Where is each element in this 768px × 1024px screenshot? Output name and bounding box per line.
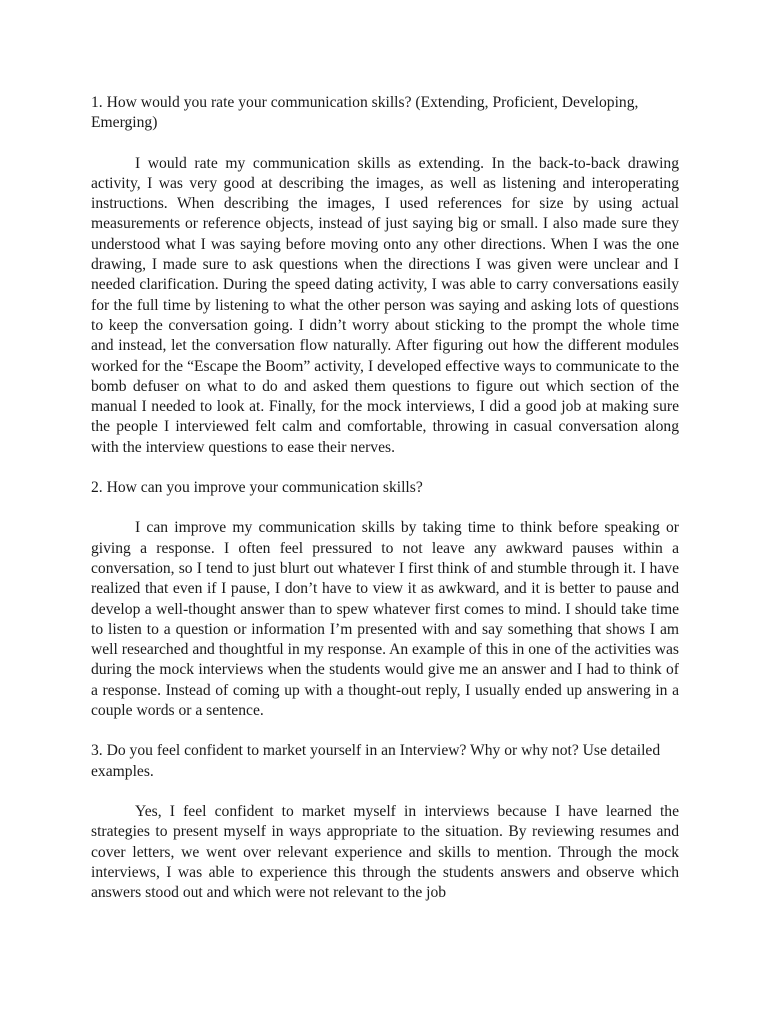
answer-3: Yes, I feel confident to market myself in interviews because I have learned the strategies to present myself in ways appropriate to the situation. By reviewing resumes and cover letters, we went over relevant experience and skills to mention. Through the mock interviews, I was able to experience this through the students answers and observe which answers stood out and which were not relevant to the job	[91, 802, 679, 902]
question-3: 3. Do you feel confident to market yourself in an Interview? Why or why not? Use detailed examples.	[91, 742, 661, 780]
answer-1: I would rate my communication skills as extending. In the back-to-back drawing activity, I was very good at describing the images, as well as listening and interoperating instructions. When describing the images, I used references for size by using actual measurements or reference objects, instead of just saying big or small. I also made sure they understood what I was saying before moving onto any other directions. When I was the one drawing, I made sure to ask questions when the directions I was given were unclear and I needed clarification. During the speed dating activity, I was able to carry conversations easily for the full time by listening to what the other person was saying and asking lots of questions to keep the conversation going. I didn’t worry about sticking to the prompt the whole time and instead, let the conversation flow naturally. After figuring out how the different modules worked for the “Escape the Boom” activity, I developed effective ways to communicate to the bomb defuser on what to do and asked them questions to figure out which section of the manual I needed to look at. Finally, for the mock interviews, I did a good job at making sure the people I interviewed felt calm and comfortable, throwing in casual conversation along with the interview questions to ease their nerves.	[91, 154, 679, 456]
question-1: 1. How would you rate your communication skills? (Extending, Proficient, Developing, Emerging)	[91, 94, 639, 132]
document-body	[91, 93, 679, 903]
answer-2: I can improve my communication skills by taking time to think before speaking or giving a response. I often feel pressured to not leave any awkward pauses within a conversation, so I tend to just blurt out whatever I first think of and stumble through it. I have realized that even if I pause, I don’t have to view it as awkward, and it is better to pause and develop a well-thought answer than to spew whatever first comes to mind. I should take time to listen to a question or information I’m presented with and say something that shows I am well researched and thoughtful in my response. An example of this in one of the activities was during the mock interviews when the students would give me an answer and I had to think of a response. Instead of coming up with a thought-out reply, I usually ended up answering in a couple words or a sentence.	[91, 519, 679, 720]
question-2: 2. How can you improve your communication skills?	[91, 479, 423, 497]
